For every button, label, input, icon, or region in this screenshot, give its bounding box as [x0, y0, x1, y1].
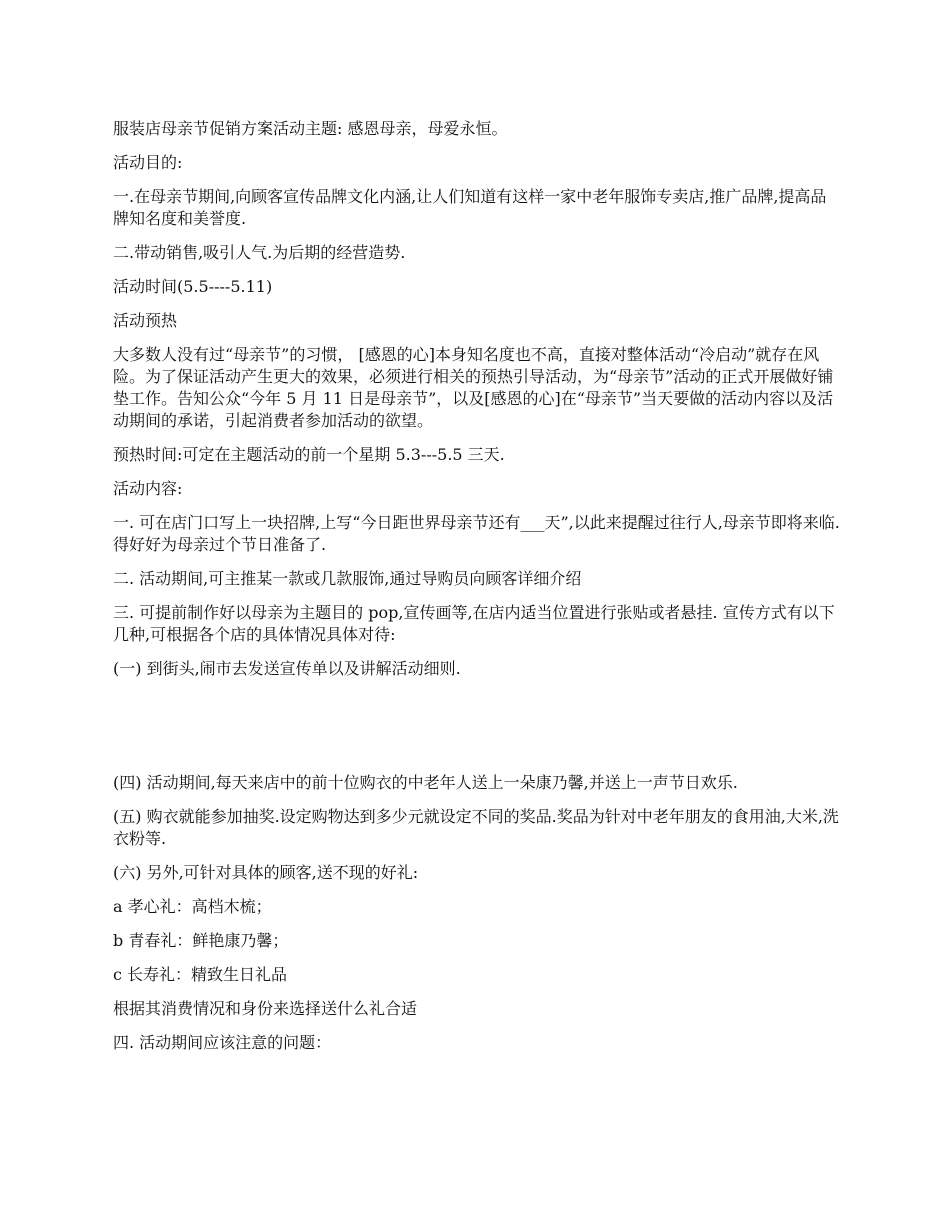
gift-item-b: b 青春礼：鲜艳康乃馨； [113, 931, 289, 950]
promo-method-1: (一) 到街头,闹市去发送宣传单以及讲解活动细则. [113, 659, 461, 678]
section-heading-purpose: 活动目的: [113, 153, 183, 172]
purpose-item-2: 二.带动销售,吸引人气.为后期的经营造势. [113, 243, 406, 262]
promo-method-6: (六) 另外,可针对具体的顾客,送不现的好礼: [113, 863, 419, 882]
section-heading-notes: 四. 活动期间应该注意的问题： [113, 1033, 332, 1052]
warmup-time: 预热时间:可定在主题活动的前一个星期 5.3---5.5 三天. [113, 445, 505, 464]
activity-time: 活动时间(5.5----5.11) [113, 277, 273, 296]
doc-title: 服装店母亲节促销方案活动主题: 感恩母亲，母爱永恒。 [113, 119, 508, 138]
promo-method-5: (五) 购衣就能参加抽奖.设定购物达到多少元就设定不同的奖品.奖品为针对中老年朋友的食用油,大米,洗衣粉等. [113, 807, 839, 848]
promo-method-4: (四) 活动期间,每天来店中的前十位购衣的中老年人送上一朵康乃馨,并送上一声节日欢乐. [113, 773, 738, 792]
gift-item-c: c 长寿礼：精致生日礼品 [113, 965, 288, 984]
content-item-1: 一. 可在店门口写上一块招牌,上写“今日距世界母亲节还有___天”,以此来提醒过往行人,母亲节即将来临.得好好为母亲过个节日准备了. [113, 513, 840, 554]
content-item-3: 三. 可提前制作好以母亲为主题目的 pop,宣传画等,在店内适当位置进行张贴或者悬挂. 宣传方式有以下几种,可根据各个店的具体情况具体对待: [113, 603, 835, 644]
blank-gap [113, 692, 841, 772]
content-item-2: 二. 活动期间,可主推某一款或几款服饰,通过导购员向顾客详细介绍 [113, 569, 582, 588]
section-heading-content: 活动内容: [113, 479, 183, 498]
section-heading-warmup: 活动预热 [113, 311, 178, 330]
document-body [113, 118, 841, 1066]
warmup-description: 大多数人没有过“母亲节”的习惯， [感恩的心]本身知名度也不高，直接对整体活动“冷启动”就存在风险。为了保证活动产生更大的效果，必须进行相关的预热引导活动，为“母亲节”活动的正式开展做好铺垫工作。告知公众“今年 5 月 11 日是母亲节”，以及[感恩的心]在“母亲节”当天要做的活动内容以及活动期间的承诺，引起消费者参加活动的欲望。 [113, 345, 834, 430]
gift-item-a: a 孝心礼：高档木梳； [113, 897, 272, 916]
purpose-item-1: 一.在母亲节期间,向顾客宣传品牌文化内涵,让人们知道有这样一家中老年服饰专卖店,推广品牌,提高品牌知名度和美誉度. [113, 187, 827, 228]
gift-note: 根据其消费情况和身份来选择送什么礼合适 [113, 999, 418, 1018]
